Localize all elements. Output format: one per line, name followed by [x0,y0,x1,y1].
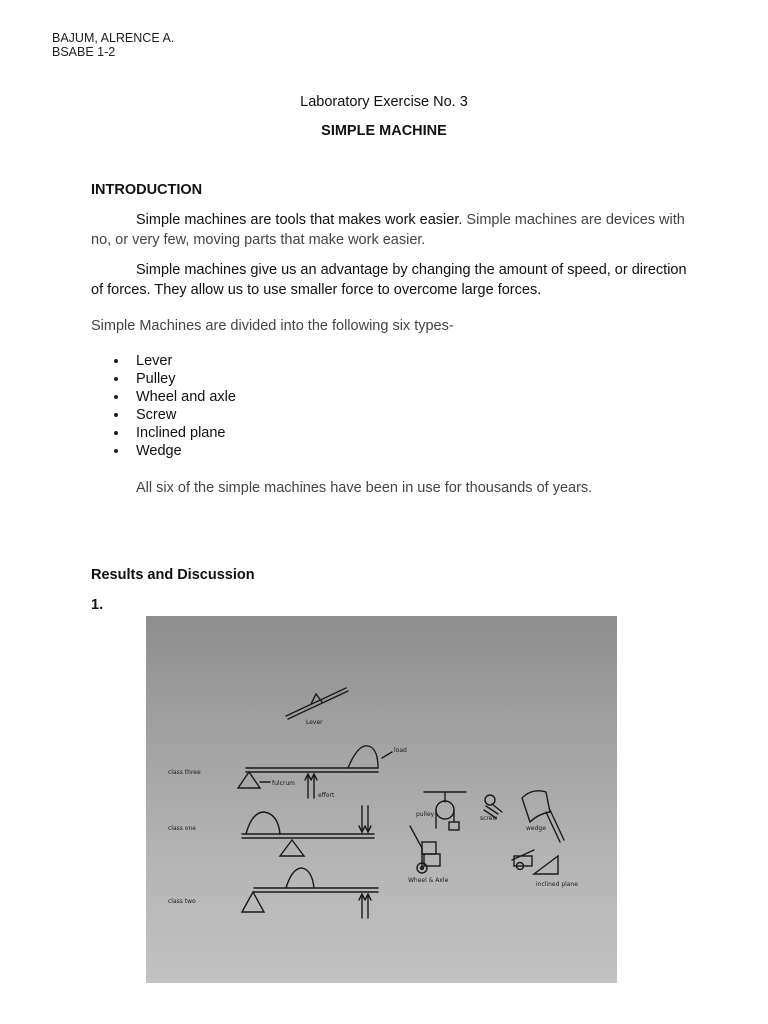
class-one-lever-sketch [168,806,374,856]
inclined-plane-label: inclined plane [536,881,578,888]
lever-sketch [286,688,348,726]
list-item: Lever [91,352,236,370]
machine-types-list [91,352,236,460]
lever-label: Lever [306,719,323,726]
student-section: BSABE 1-2 [52,45,116,59]
wedge-label: wedge [526,825,546,832]
intro-paragraph-2-text: Simple machines give us an advantage by changing the amount of speed, or direction of forces. They allow us to use smaller force to overcome large forces. [91,262,687,298]
class-two-label: class two [168,898,196,905]
class-three-label: class three [168,769,201,776]
pulley-label: pulley [416,811,435,818]
load-label: load [394,747,407,754]
class-two-lever-sketch [168,868,378,918]
effort-label: effort [318,792,335,799]
list-item: Wheel and axle [91,388,236,406]
class-three-lever-sketch [168,746,407,799]
intro-paragraph-1 [91,210,691,250]
list-item: Wedge [91,442,236,460]
fulcrum-label: fulcrum [272,780,295,787]
list-item: Inclined plane [91,424,236,442]
closing-sentence: All six of the simple machines have been in use for thousands of years. [136,480,593,496]
screw-label: screw [480,815,498,822]
results-heading: Results and Discussion [91,567,255,583]
intro-paragraph-1-sentence-1: Simple machines are tools that makes work easier. [136,212,463,228]
wheel-axle-label: Wheel & Axle [408,877,449,884]
simple-machines-sketch-photo [146,616,617,983]
wedge-sketch [522,791,564,842]
screw-sketch [480,795,502,822]
page-subtitle: SIMPLE MACHINE [321,123,447,139]
intro-paragraph-1-sentence-2: Simple machines are devices with no, or very few, moving parts that make work easier. [91,212,685,248]
inclined-plane-sketch [512,850,578,888]
wheel-and-axle-sketch [408,826,449,884]
sketch-drawing [146,616,617,983]
student-name: BAJUM, ALRENCE A. [52,31,175,45]
intro-paragraph-3: Simple Machines are divided into the following six types- [91,318,454,334]
introduction-heading: INTRODUCTION [91,182,203,198]
intro-paragraph-2 [91,260,691,300]
class-one-label: class one [168,825,196,832]
list-item: Pulley [91,370,236,388]
pulley-sketch [416,792,466,830]
list-item: Screw [91,406,236,424]
page-title: Laboratory Exercise No. 3 [300,94,468,110]
item-number: 1. [91,597,104,613]
